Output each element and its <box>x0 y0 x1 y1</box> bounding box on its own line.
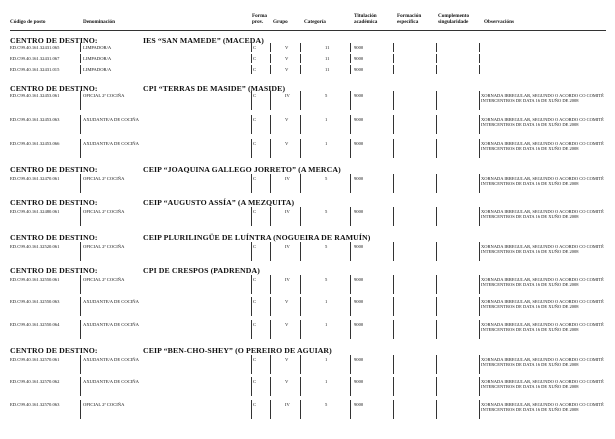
header-rule <box>10 30 606 31</box>
column-divider <box>300 65 301 74</box>
cell-categoria: 5 <box>325 402 328 407</box>
header-complemento: Complemento singularidade <box>438 13 470 25</box>
column-divider <box>436 275 437 294</box>
column-divider <box>251 174 252 193</box>
column-divider <box>393 115 394 134</box>
cell-observaciones: XORNADA IRREGULAR, SEGUNDO O ACORDO CO COMITÉ INTERCENTROS DE DATA 16 DE XUÑO DE 2008 <box>481 357 604 368</box>
table-row <box>0 45 615 53</box>
column-divider <box>436 65 437 74</box>
column-divider <box>80 54 81 63</box>
table-row <box>0 299 615 317</box>
center-name: CEIP “BEN-CHO-SHEY” (O PEREIRO DE AGUIAR) <box>143 346 332 355</box>
cell-grupo: IV <box>285 402 290 407</box>
column-divider <box>80 377 81 396</box>
column-divider <box>251 275 252 294</box>
column-divider <box>270 242 271 261</box>
cell-denominacion: AXUDANTE/A DE COCIÑA <box>83 299 139 304</box>
cell-grupo: V <box>285 117 289 122</box>
column-divider <box>436 115 437 134</box>
column-divider <box>479 242 480 261</box>
cell-denominacion: OFICIAL 2ª COCIÑA <box>83 402 125 407</box>
cell-titulacion: 9000 <box>354 357 364 362</box>
column-divider <box>393 297 394 316</box>
column-divider <box>300 320 301 339</box>
column-divider <box>393 320 394 339</box>
cell-denominacion: AXUDANTE/A DE COCIÑA <box>83 357 139 362</box>
column-divider <box>479 91 480 110</box>
column-divider <box>436 400 437 419</box>
column-divider <box>270 320 271 339</box>
column-divider <box>300 115 301 134</box>
column-divider <box>350 275 351 294</box>
cell-grupo: IV <box>285 93 290 98</box>
column-divider <box>300 91 301 110</box>
cell-categoria: 5 <box>325 244 328 249</box>
cell-forma: C <box>253 322 257 327</box>
cell-grupo: IV <box>285 176 290 181</box>
column-divider <box>251 115 252 134</box>
column-divider <box>251 297 252 316</box>
column-divider <box>270 400 271 419</box>
column-divider <box>479 400 480 419</box>
header-observaciones: Observacións <box>484 19 514 25</box>
center-label: CENTRO DE DESTINO: <box>10 266 98 275</box>
column-divider <box>479 65 480 74</box>
cell-forma: C <box>253 379 257 384</box>
column-divider <box>393 139 394 158</box>
cell-codigo: ED.C99.40.161.32453.066 <box>10 141 60 146</box>
cell-forma: C <box>253 141 257 146</box>
column-divider <box>270 174 271 193</box>
cell-grupo: V <box>285 322 289 327</box>
cell-grupo: IV <box>285 277 290 282</box>
column-divider <box>251 91 252 110</box>
column-divider <box>479 355 480 374</box>
column-divider <box>251 65 252 74</box>
cell-titulacion: 9000 <box>354 67 364 72</box>
column-divider <box>350 54 351 63</box>
cell-codigo: ED.C99.40.161.32550.063 <box>10 299 60 304</box>
column-divider <box>350 174 351 193</box>
column-divider <box>436 43 437 52</box>
cell-denominacion: OFICIAL 2ª COCIÑA <box>83 209 125 214</box>
column-divider <box>393 400 394 419</box>
cell-forma: C <box>253 117 257 122</box>
center-name: CPI DE CRESPOS (PADRENDA) <box>143 266 260 275</box>
column-divider <box>80 242 81 261</box>
table-row <box>0 117 615 135</box>
column-divider <box>251 54 252 63</box>
cell-categoria: 1 <box>325 117 328 122</box>
column-divider <box>350 297 351 316</box>
column-divider <box>300 207 301 226</box>
column-divider <box>436 242 437 261</box>
column-divider <box>300 174 301 193</box>
cell-observaciones: XORNADA IRREGULAR, SEGUNDO O ACORDO CO COMITÉ INTERCENTROS DE DATA 16 DE XUÑO DE 2008 <box>481 176 604 187</box>
table-row <box>0 141 615 159</box>
column-divider <box>479 139 480 158</box>
column-divider <box>270 91 271 110</box>
cell-categoria: 11 <box>325 45 330 50</box>
column-divider <box>350 242 351 261</box>
cell-codigo: ED.C99.40.161.32550.061 <box>10 277 60 282</box>
column-divider <box>300 400 301 419</box>
cell-categoria: 11 <box>325 67 330 72</box>
cell-forma: C <box>253 357 257 362</box>
cell-forma: C <box>253 277 257 282</box>
column-divider <box>300 355 301 374</box>
cell-observaciones: XORNADA IRREGULAR, SEGUNDO O ACORDO CO COMITÉ INTERCENTROS DE DATA 16 DE XUÑO DE 2008 <box>481 244 604 255</box>
column-divider <box>80 174 81 193</box>
column-divider <box>270 54 271 63</box>
table-row <box>0 277 615 295</box>
cell-codigo: ED.C99.40.161.32431.065 <box>10 45 60 50</box>
column-divider <box>436 139 437 158</box>
cell-categoria: 1 <box>325 357 328 362</box>
header-formacion: Formación específica <box>397 13 422 25</box>
cell-titulacion: 9000 <box>354 299 364 304</box>
column-divider <box>80 207 81 226</box>
cell-titulacion: 9000 <box>354 379 364 384</box>
center-label: CENTRO DE DESTINO: <box>10 198 98 207</box>
column-divider <box>350 43 351 52</box>
cell-grupo: V <box>285 379 289 384</box>
column-divider <box>300 242 301 261</box>
table-row <box>0 56 615 64</box>
column-divider <box>251 139 252 158</box>
cell-categoria: 1 <box>325 299 328 304</box>
cell-titulacion: 9000 <box>354 402 364 407</box>
cell-forma: C <box>253 56 257 61</box>
column-divider <box>270 115 271 134</box>
column-divider <box>350 91 351 110</box>
column-divider <box>393 377 394 396</box>
cell-titulacion: 9000 <box>354 56 364 61</box>
column-divider <box>251 43 252 52</box>
cell-codigo: ED.C99.40.161.32520.061 <box>10 244 60 249</box>
cell-forma: C <box>253 93 257 98</box>
column-divider <box>479 207 480 226</box>
cell-categoria: 5 <box>325 93 328 98</box>
column-divider <box>479 377 480 396</box>
column-divider <box>479 297 480 316</box>
column-divider <box>350 207 351 226</box>
column-divider <box>80 297 81 316</box>
column-divider <box>80 400 81 419</box>
cell-grupo: V <box>285 141 289 146</box>
cell-observaciones: XORNADA IRREGULAR, SEGUNDO O ACORDO CO COMITÉ INTERCENTROS DE DATA 16 DE XUÑO DE 2008 <box>481 141 604 152</box>
column-divider <box>479 174 480 193</box>
column-divider <box>270 43 271 52</box>
cell-categoria: 11 <box>325 56 330 61</box>
column-divider <box>479 320 480 339</box>
column-divider <box>393 91 394 110</box>
cell-forma: C <box>253 67 257 72</box>
column-divider <box>393 207 394 226</box>
cell-forma: C <box>253 176 257 181</box>
column-divider <box>436 320 437 339</box>
column-divider <box>479 115 480 134</box>
column-divider <box>300 54 301 63</box>
cell-codigo: ED.C99.40.161.32480.061 <box>10 209 60 214</box>
column-divider <box>393 242 394 261</box>
cell-categoria: 5 <box>325 209 328 214</box>
column-divider <box>436 91 437 110</box>
cell-titulacion: 9000 <box>354 322 364 327</box>
header-denominacion: Denominación <box>83 19 115 25</box>
column-divider <box>270 355 271 374</box>
cell-denominacion: AXUDANTE/A DE COCIÑA <box>83 117 139 122</box>
cell-denominacion: OFICIAL 2ª COCIÑA <box>83 277 125 282</box>
table-row <box>0 176 615 194</box>
column-divider <box>436 377 437 396</box>
table-row <box>0 357 615 375</box>
header-grupo: Grupo <box>273 19 288 25</box>
cell-observaciones: XORNADA IRREGULAR, SEGUNDO O ACORDO CO COMITÉ INTERCENTROS DE DATA 16 DE XUÑO DE 2008 <box>481 379 604 390</box>
header-codigo: Código de posto <box>10 19 46 25</box>
cell-titulacion: 9000 <box>354 93 364 98</box>
column-divider <box>393 355 394 374</box>
column-divider <box>436 174 437 193</box>
column-divider <box>300 377 301 396</box>
column-divider <box>80 275 81 294</box>
column-divider <box>479 54 480 63</box>
cell-titulacion: 9000 <box>354 141 364 146</box>
table-row <box>0 322 615 340</box>
cell-denominacion: LIMPADOR/A <box>83 56 112 61</box>
center-label: CENTRO DE DESTINO: <box>10 165 98 174</box>
column-divider <box>393 43 394 52</box>
column-divider <box>270 297 271 316</box>
column-divider <box>436 297 437 316</box>
cell-grupo: IV <box>285 244 290 249</box>
cell-denominacion: AXUDANTE/A DE COCIÑA <box>83 322 139 327</box>
column-divider <box>350 355 351 374</box>
column-divider <box>251 355 252 374</box>
column-divider <box>80 355 81 374</box>
column-divider <box>300 43 301 52</box>
column-divider <box>393 54 394 63</box>
cell-grupo: IV <box>285 209 290 214</box>
column-divider <box>479 275 480 294</box>
table-row <box>0 93 615 111</box>
center-name: CPI “TERRAS DE MASIDE” (MASIDE) <box>143 84 286 93</box>
cell-observaciones: XORNADA IRREGULAR, SEGUNDO O ACORDO CO COMITÉ INTERCENTROS DE DATA 16 DE XUÑO DE 2008 <box>481 277 604 288</box>
cell-observaciones: XORNADA IRREGULAR, SEGUNDO O ACORDO CO COMITÉ INTERCENTROS DE DATA 16 DE XUÑO DE 2008 <box>481 322 604 333</box>
cell-codigo: ED.C99.40.161.32431.015 <box>10 67 60 72</box>
column-divider <box>270 207 271 226</box>
cell-denominacion: OFICIAL 2ª COCIÑA <box>83 176 125 181</box>
cell-codigo: ED.C99.40.161.32453.063 <box>10 117 60 122</box>
column-divider <box>251 377 252 396</box>
center-name: IES “SAN MAMEDE” (MACEDA) <box>143 36 264 45</box>
cell-forma: C <box>253 402 257 407</box>
cell-observaciones: XORNADA IRREGULAR, SEGUNDO O ACORDO CO COMITÉ INTERCENTROS DE DATA 16 DE XUÑO DE 2008 <box>481 299 604 310</box>
column-divider <box>300 297 301 316</box>
column-divider <box>80 115 81 134</box>
column-divider <box>436 207 437 226</box>
cell-observaciones: XORNADA IRREGULAR, SEGUNDO O ACORDO CO COMITÉ INTERCENTROS DE DATA 16 DE XUÑO DE 2008 <box>481 93 604 104</box>
center-label: CENTRO DE DESTINO: <box>10 36 98 45</box>
center-label: CENTRO DE DESTINO: <box>10 346 98 355</box>
cell-forma: C <box>253 299 257 304</box>
center-name: CEIP “JOAQUINA GALLEGO JORRETO” (A MERCA) <box>143 165 341 174</box>
column-divider <box>350 65 351 74</box>
column-divider <box>80 320 81 339</box>
column-divider <box>251 320 252 339</box>
cell-grupo: V <box>285 357 289 362</box>
table-row <box>0 402 615 420</box>
column-divider <box>270 275 271 294</box>
cell-observaciones: XORNADA IRREGULAR, SEGUNDO O ACORDO CO COMITÉ INTERCENTROS DE DATA 16 DE XUÑO DE 2008 <box>481 117 604 128</box>
table-row <box>0 67 615 75</box>
column-divider <box>270 377 271 396</box>
cell-categoria: 1 <box>325 322 328 327</box>
column-divider <box>350 400 351 419</box>
header-forma-prov: Forma prov. <box>252 13 267 25</box>
cell-forma: C <box>253 209 257 214</box>
column-divider <box>300 275 301 294</box>
cell-titulacion: 9000 <box>354 209 364 214</box>
column-divider <box>80 65 81 74</box>
cell-observaciones: XORNADA IRREGULAR, SEGUNDO O ACORDO CO COMITÉ INTERCENTROS DE DATA 16 DE XUÑO DE 2008 <box>481 402 604 413</box>
cell-codigo: ED.C99.40.161.32570.063 <box>10 402 60 407</box>
column-divider <box>251 207 252 226</box>
cell-forma: C <box>253 244 257 249</box>
center-label: CENTRO DE DESTINO: <box>10 233 98 242</box>
cell-denominacion: AXUDANTE/A DE COCIÑA <box>83 141 139 146</box>
table-row <box>0 209 615 227</box>
cell-grupo: V <box>285 299 289 304</box>
column-divider <box>80 91 81 110</box>
column-divider <box>251 242 252 261</box>
column-divider <box>300 139 301 158</box>
column-divider <box>393 275 394 294</box>
column-divider <box>479 43 480 52</box>
column-divider <box>350 320 351 339</box>
column-divider <box>350 377 351 396</box>
cell-titulacion: 9000 <box>354 277 364 282</box>
cell-titulacion: 9000 <box>354 244 364 249</box>
column-divider <box>270 139 271 158</box>
center-name: CEIP “AUGUSTO ASSÍA” (A MEZQUITA) <box>143 198 295 207</box>
cell-titulacion: 9000 <box>354 117 364 122</box>
cell-denominacion: OFICIAL 2ª COCIÑA <box>83 93 125 98</box>
cell-forma: C <box>253 45 257 50</box>
table-row <box>0 244 615 262</box>
header-titulacion: Titulación académica <box>354 13 378 25</box>
column-divider <box>251 400 252 419</box>
cell-categoria: 1 <box>325 379 328 384</box>
cell-observaciones: XORNADA IRREGULAR, SEGUNDO O ACORDO CO COMITÉ INTERCENTROS DE DATA 16 DE XUÑO DE 2008 <box>481 209 604 220</box>
cell-denominacion: OFICIAL 2ª COCIÑA <box>83 244 125 249</box>
cell-codigo: ED.C99.40.161.32431.067 <box>10 56 60 61</box>
center-label: CENTRO DE DESTINO: <box>10 84 98 93</box>
column-divider <box>436 54 437 63</box>
cell-categoria: 1 <box>325 141 328 146</box>
cell-denominacion: AXUDANTE/A DE COCIÑA <box>83 379 139 384</box>
header-categoria: Categoría <box>304 19 326 25</box>
cell-grupo: V <box>285 56 289 61</box>
cell-codigo: ED.C99.40.161.32570.061 <box>10 357 60 362</box>
column-divider <box>270 65 271 74</box>
column-divider <box>436 355 437 374</box>
cell-titulacion: 9000 <box>354 176 364 181</box>
column-divider <box>80 43 81 52</box>
table-row <box>0 379 615 397</box>
column-divider <box>393 65 394 74</box>
cell-categoria: 5 <box>325 277 328 282</box>
cell-grupo: V <box>285 45 289 50</box>
cell-denominacion: LIMPADOR/A <box>83 67 112 72</box>
column-divider <box>350 115 351 134</box>
cell-codigo: ED.C99.40.161.32470.061 <box>10 176 60 181</box>
cell-categoria: 5 <box>325 176 328 181</box>
center-name: CEIP PLURILINGÜE DE LUÍNTRA (NOGUEIRA DE RAMUÍN) <box>143 233 371 242</box>
cell-codigo: ED.C99.40.161.32550.064 <box>10 322 60 327</box>
column-divider <box>80 139 81 158</box>
column-divider <box>393 174 394 193</box>
cell-codigo: ED.C99.40.161.32453.061 <box>10 93 60 98</box>
column-divider <box>350 139 351 158</box>
cell-denominacion: LIMPADOR/A <box>83 45 112 50</box>
cell-grupo: V <box>285 67 289 72</box>
cell-codigo: ED.C99.40.161.32570.062 <box>10 379 60 384</box>
cell-titulacion: 9000 <box>354 45 364 50</box>
